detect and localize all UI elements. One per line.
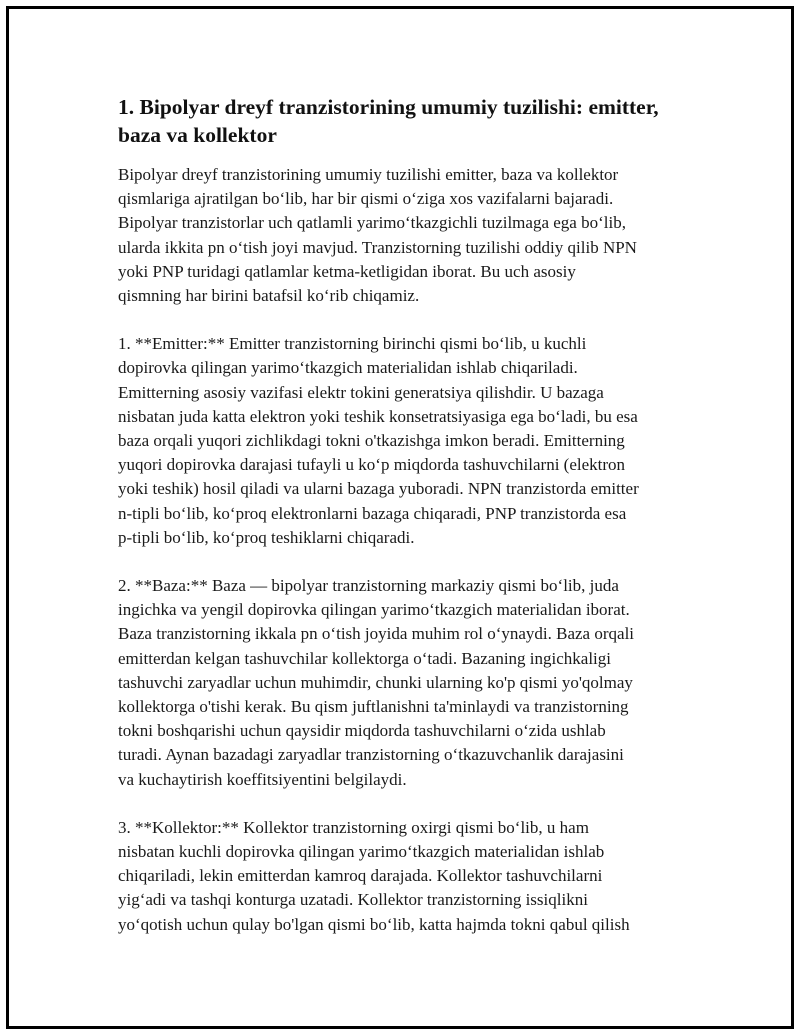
base-paragraph: 2. **Baza:** Baza — bipolyar tranzistorning markaziy qismi bo‘lib, juda ingichka va yengil dopirovka qilingan yarimo‘tkazgich materialidan iborat. Baza tranzistorning ikkala pn o‘tish joyida muhim rol o‘ynaydi. Baza orqali emitterdan kelgan tashuvchilar kollektorga o‘tadi. Bazaning ingichkaligi tashuvchi zaryadlar uchun muhimdir, chunki ularning ko'p qismi yo'qolmay kollektorga o'tishi kerak. Bu qism juftlanishni ta'minlaydi va tranzistorning tokni boshqarishi uchun qaysidir miqdorda tashuvchilarni o‘zida ushlab turadi. Aynan bazadagi zaryadlar tranzistorning o‘tkazuvchanlik darajasini va kuchaytirish koeffitsiyentini belgilaydi. xyxy=(118,576,635,789)
document-page xyxy=(6,6,794,1029)
emitter-paragraph: 1. **Emitter:** Emitter tranzistorning birinchi qismi bo‘lib, u kuchli dopirovka qilingan yarimo‘tkazgich materialidan ishlab chiqariladi. Emitterning asosiy vazifasi elektr tokini generatsiya qilishdir. U bazaga nisbatan juda katta elektron yoki teshik konsetratsiyasiga ega bo‘ladi, bu esa baza orqali yuqori zichlikdagi tokni o'tkazishga imkon beradi. Emitterning yuqori dopirovka darajasi tufayli u ko‘p miqdorda tashuvchilarni (elektron yoki teshik) hosil qiladi va ularni bazaga yuboradi. NPN tranzistorda emitter n-tipli bo‘lib, ko‘proq elektronlarni bazaga chiqaradi, PNP tranzistorda esa p-tipli bo‘lib, ko‘proq teshiklarni chiqaradi. xyxy=(118,334,639,547)
document-content xyxy=(118,93,698,961)
document-title: 1. Bipolyar dreyf tranzistorining umumiy tuzilishi: emitter, baza va kollektor xyxy=(118,95,659,147)
collector-paragraph: 3. **Kollektor:** Kollektor tranzistorning oxirgi qismi bo‘lib, u ham nisbatan kuchli dopirovka qilingan yarimo‘tkazgich materialidan ishlab chiqariladi, lekin emitterdan kamroq darajada. Kollektor tashuvchilarni yig‘adi va tashqi konturga uzatadi. Kollektor tranzistorning issiqlikni yo‘qotish uchun qulay bo'lgan qismi bo‘lib, katta hajmda tokni qabul qilish xyxy=(118,817,630,934)
intro-paragraph: Bipolyar dreyf tranzistorining umumiy tuzilishi emitter, baza va kollektor qismlariga ajratilgan bo‘lib, har bir qismi o‘ziga xos vazifalarni bajaradi. Bipolyar tranzistorlar uch qatlamli yarimo‘tkazgichli tuzilmaga ega bo‘lib, ularda ikkita pn o‘tish joyi mavjud. Tranzistorning tuzilishi oddiy qilib NPN yoki PNP turidagi qatlamlar ketma-ketligidan iborat. Bu uch asosiy qismning har birini batafsil ko‘rib chiqamiz. xyxy=(118,165,637,306)
